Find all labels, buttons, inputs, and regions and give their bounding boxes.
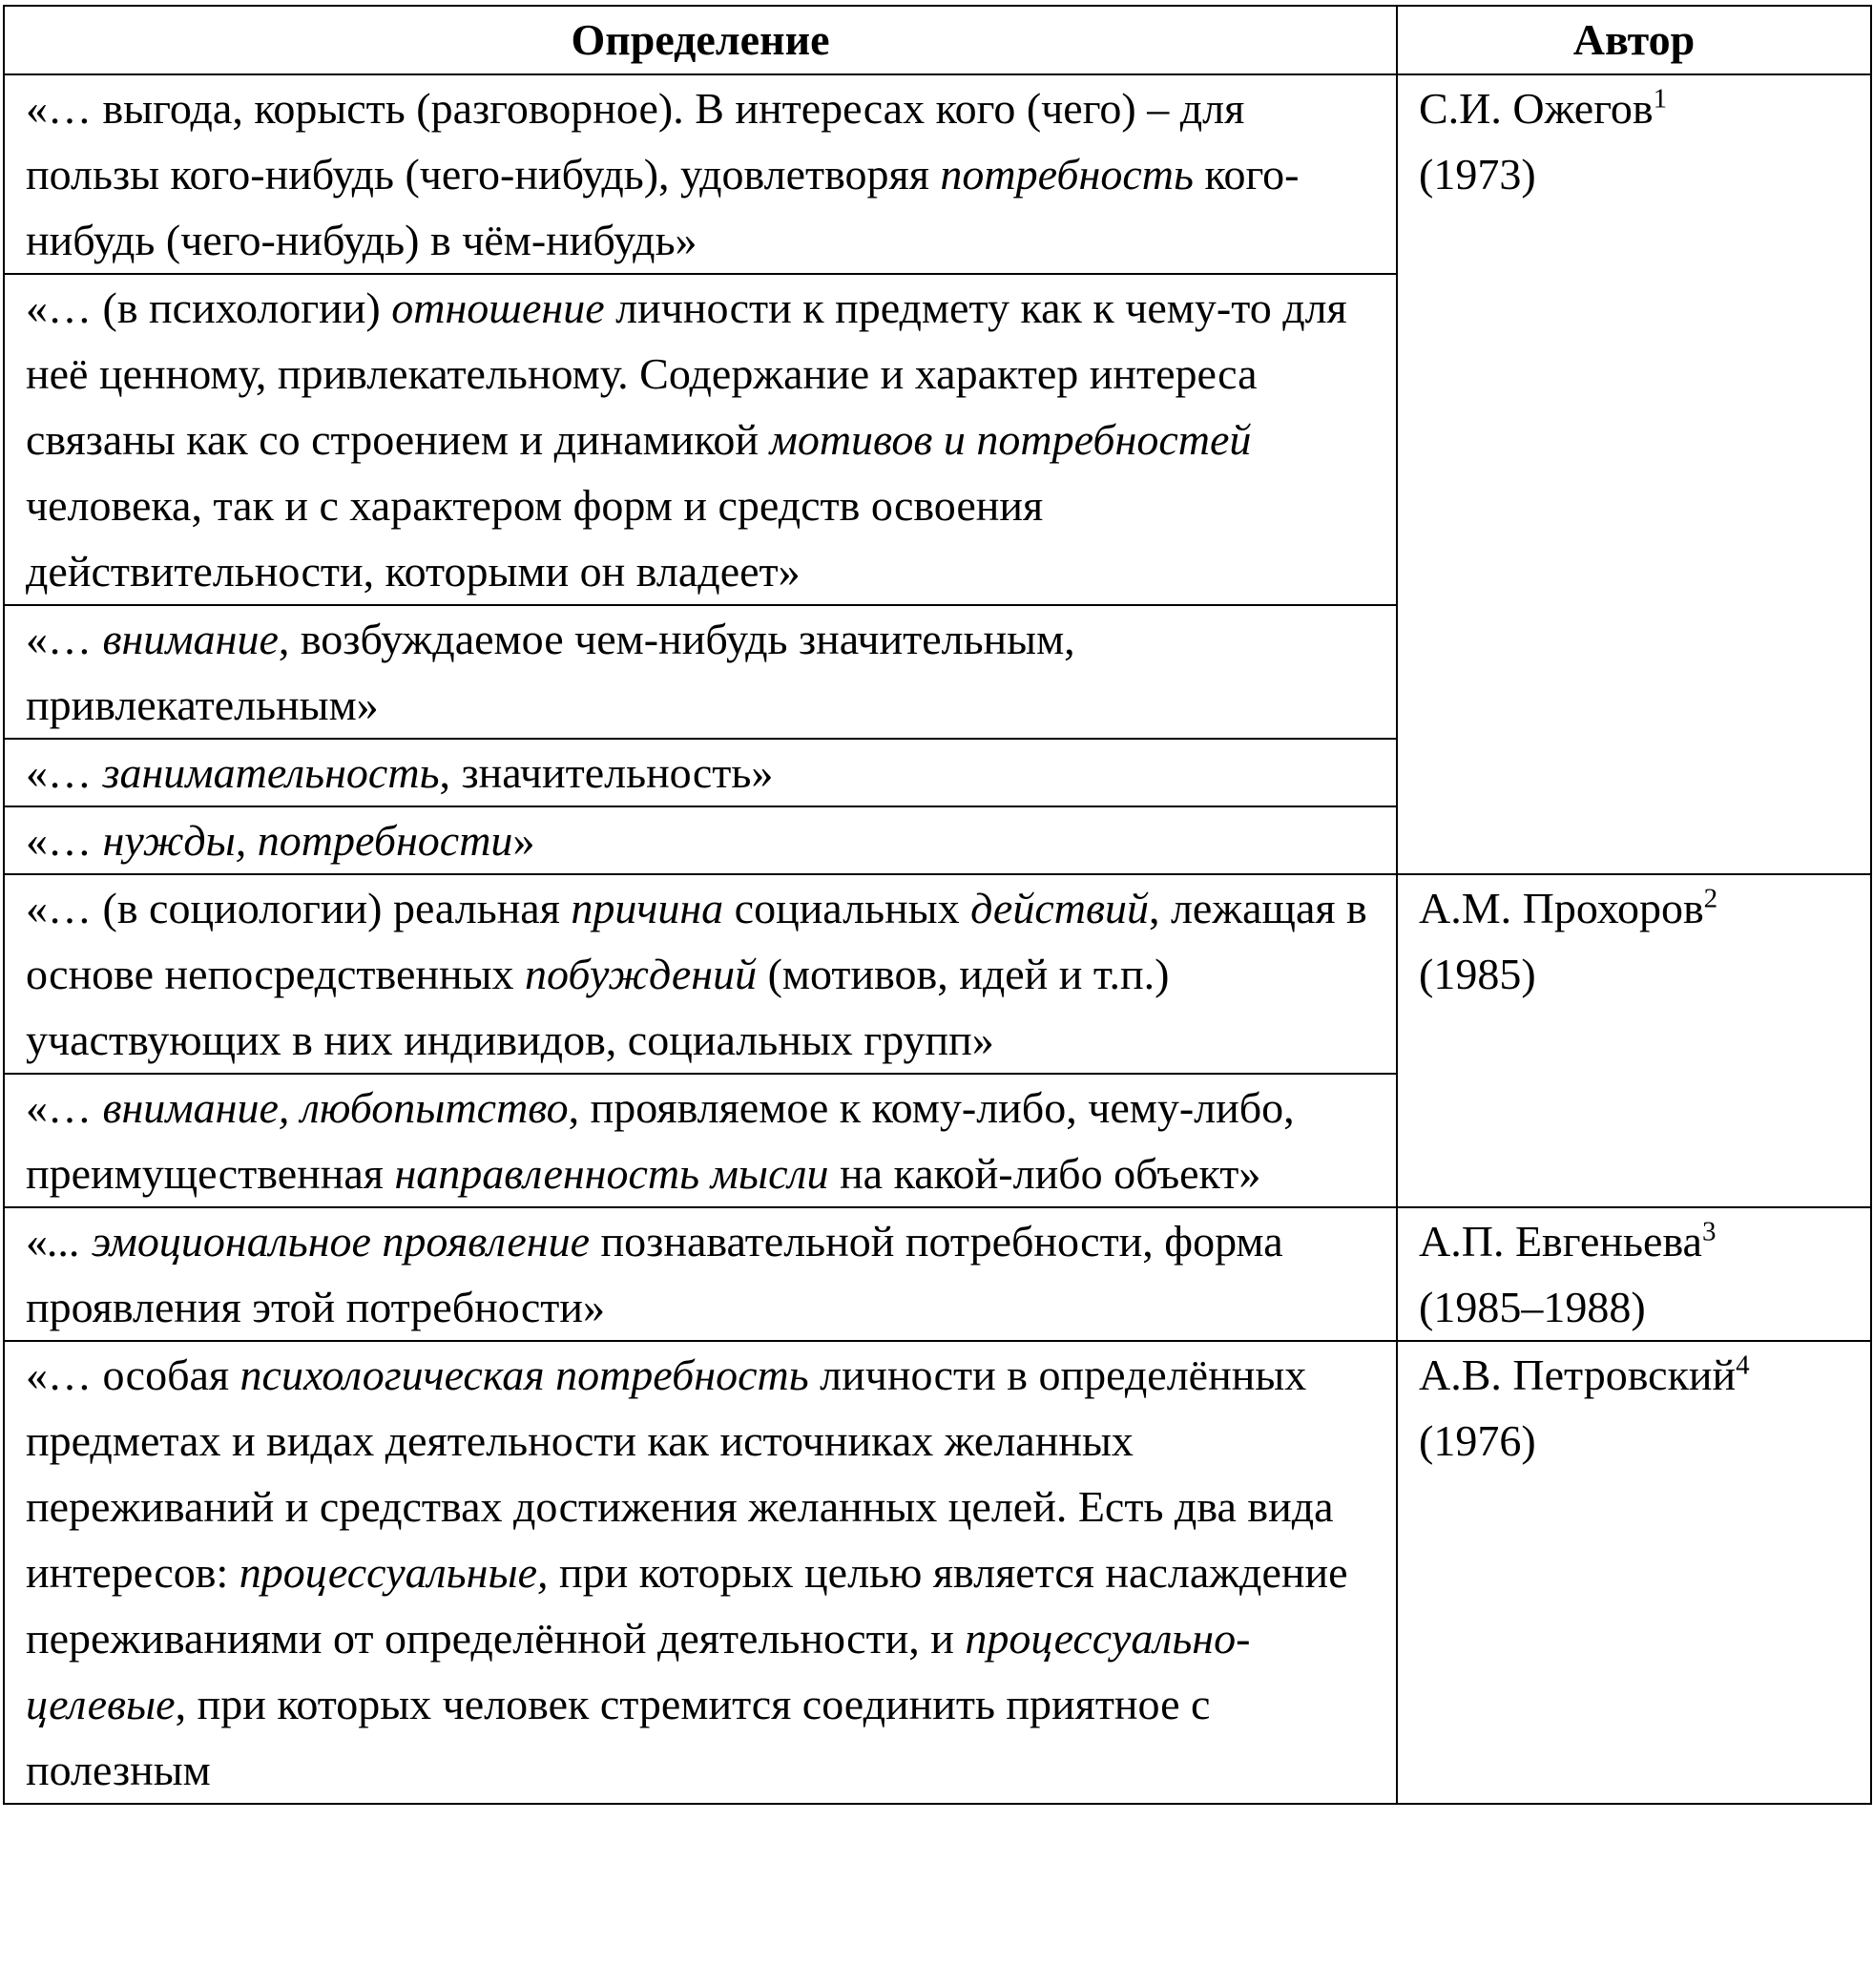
author-year: (1985) [1419,950,1536,998]
definition-text: , при которых человек стремится соединить приятное с полезным [26,1680,1211,1794]
definition-emphasis: процессуальные, [239,1548,549,1597]
definitions-table [3,5,1872,1805]
definition-text: «… выгода, корысть (разговорное). В интересах кого (чего) – для пользы кого-нибудь (чего-нибудь), удовлетворяя [26,84,1245,199]
column-header-author: Автор [1397,6,1871,74]
author-cell [1397,74,1871,874]
definition-emphasis: занимательность [102,748,440,797]
footnote-marker: 2 [1703,883,1718,914]
definition-text: на какой-либо объект» [828,1149,1261,1198]
author-name: С.И. Ожегов [1419,84,1654,133]
table-row [4,874,1871,1074]
definition-emphasis: процессуально-целевые [26,1614,1251,1728]
definition-emphasis: побуждений [525,950,758,998]
definition-text: при которых целью является наслаждение переживаниями от определённой деятельности, и [26,1548,1348,1663]
definition-text: «… (в психологии) [26,283,392,332]
definition-text: » [512,816,535,865]
definition-cell [4,874,1397,1074]
definition-text: «… (в социологии) реальная [26,884,572,932]
column-header-definition: Определение [4,6,1397,74]
definition-cell [4,1074,1397,1207]
definition-text: «… особая [26,1350,240,1399]
author-cell [1397,1341,1871,1804]
footnote-marker: 1 [1653,83,1668,115]
definition-cell [4,74,1397,274]
definition-text: « [26,1217,48,1266]
author-name: А.П. Евгеньева [1419,1217,1702,1266]
author-year: (1976) [1419,1416,1536,1465]
definition-emphasis: психологическая потребность [239,1350,809,1399]
definition-emphasis: потребность [940,150,1194,199]
footnote-marker: 4 [1736,1350,1750,1381]
definition-text: «… [26,816,103,865]
definition-text: личности в определённых предметах и видах деятельности как источниках желанных переживаний и средствах достижения желанных целей. Есть два вида интересов: [26,1350,1334,1597]
definition-text: человека, так и с характером форм и средств освоения действительности, которыми он владеет» [26,481,1044,596]
definition-text: кого-нибудь (чего-нибудь) в чём-нибудь» [26,150,1300,264]
definition-text: , значительность» [439,748,774,797]
table-header-row [4,6,1871,74]
definition-cell [4,1207,1397,1341]
author-name: А.М. Прохоров [1419,884,1704,932]
definition-emphasis: отношение [391,283,605,332]
definition-emphasis: причина [571,884,724,932]
definition-emphasis: внимание, любопытство [102,1083,569,1132]
author-cell [1397,1207,1871,1341]
definition-text: (мотивов, идей и т.п.) участвующих в них индивидов, социальных групп» [26,950,1170,1064]
definition-text: «… [26,748,103,797]
definition-emphasis: внимание [102,615,279,663]
definition-cell [4,1341,1397,1804]
definition-text: , проявляемое к кому-либо, чему-либо, преимущественная [26,1083,1295,1198]
author-year: (1985–1988) [1419,1283,1646,1331]
definition-emphasis: действий [970,884,1149,932]
definition-cell [4,274,1397,605]
table-row [4,1207,1871,1341]
author-cell [1397,874,1871,1207]
definition-text: , возбуждаемое чем-нибудь значительным, привлекательным» [26,615,1075,729]
table-row [4,1341,1871,1804]
definition-text: , лежащая в основе непосредственных [26,884,1367,998]
table-row [4,74,1871,274]
definition-text: личности к предмету как к чему-то для неё ценному, привлекательному. Содержание и характер интереса связаны как со строением и динамикой [26,283,1347,464]
definition-text: социальных [723,884,971,932]
definition-cell [4,739,1397,806]
author-year: (1973) [1419,150,1536,199]
definition-emphasis: ... эмоциональное проявление [48,1217,591,1266]
definition-text: «… [26,615,103,663]
definition-cell [4,806,1397,874]
definition-text: познавательной потребности, форма проявления этой потребности» [26,1217,1283,1331]
definition-emphasis: направленность мысли [394,1149,829,1198]
author-name: А.В. Петровский [1419,1350,1737,1399]
footnote-marker: 3 [1701,1216,1717,1247]
definition-emphasis: мотивов и потребностей [769,415,1252,464]
definition-emphasis: нужды, потребности [102,816,513,865]
definition-text: «… [26,1083,103,1132]
definition-cell [4,605,1397,739]
